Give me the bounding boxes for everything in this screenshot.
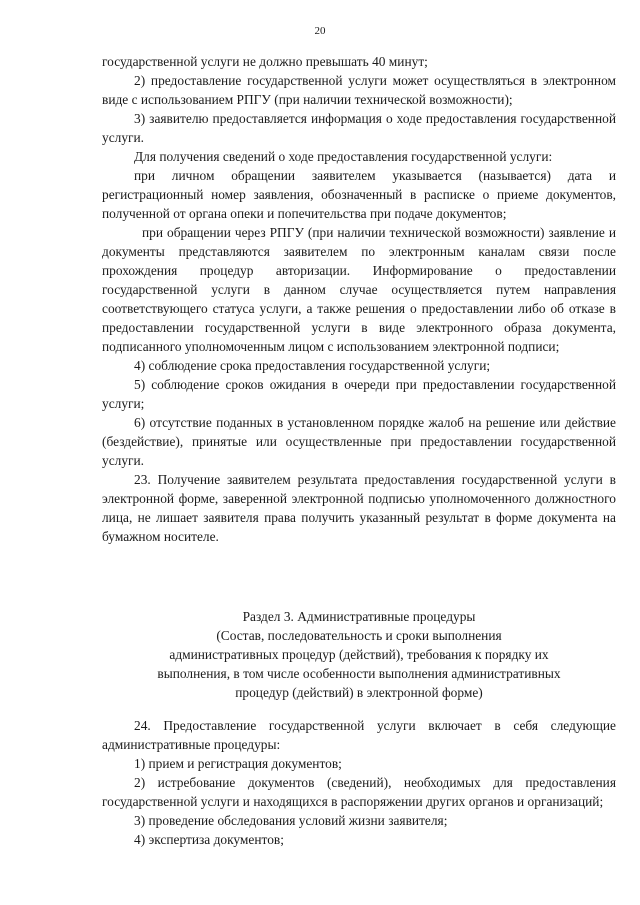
paragraph: 3) заявителю предоставляется информация о ходе предоставления государственной услуги. (102, 111, 616, 145)
section-subtitle-line: процедур (действий) в электронной форме) (235, 685, 483, 700)
list-item: 2) истребование документов (сведений), необходимых для предоставления государственной услуги и находящихся в распоряжении других органов и организаций; (102, 775, 616, 809)
body-text (102, 52, 616, 546)
paragraph: государственной услуги не должно превышать 40 минут; (102, 54, 428, 69)
section-subtitle-line: (Состав, последовательность и сроки выполнения (216, 628, 502, 643)
paragraph: 4) соблюдение срока предоставления государственной услуги; (134, 358, 491, 373)
section-subtitle-line: административных процедур (действий), требования к порядку их (169, 647, 549, 662)
paragraph: при личном обращении заявителем указывается (называется) дата и регистрационный номер заявления, обозначенный в расписке о приеме документов, полученной от органа опеки и попечительства при подаче документов; (102, 168, 616, 221)
paragraph: Для получения сведений о ходе предоставления государственной услуги: (134, 149, 553, 164)
list-item: 1) прием и регистрация документов; (134, 756, 342, 771)
section-subtitle-line: выполнения, в том числе особенности выполнения административных (157, 666, 561, 681)
paragraph: при обращении через РПГУ (при наличии технической возможности) заявление и документы представляются заявителем по электронным каналам связи после прохождения процедур авторизации. Информирование о предоставлении государственной услуги в данном случае осуществляется путем направления соответствующего статуса услуги, а также решения о предоставлении либо об отказе в предоставлении государственной услуги в виде электронного образа документа, подписанного уполномоченным лицом с использованием электронной подписи; (102, 225, 616, 354)
list-item: 4) экспертиза документов; (134, 832, 284, 847)
paragraph: 23. Получение заявителем результата предоставления государственной услуги в электронной форме, заверенной электронной подписью уполномоченного должностного лица, не лишает заявителя права получить указанный результат в форме документа на бумажном носителе. (102, 472, 616, 544)
paragraph: 6) отсутствие поданных в установленном порядке жалоб на решение или действие (бездействие), принятые или осуществленные при предоставлении государственной услуги. (102, 415, 616, 468)
page-number: 20 (314, 25, 326, 37)
paragraph: 5) соблюдение сроков ожидания в очереди при предоставлении государственной услуги; (102, 377, 616, 411)
section-heading (102, 607, 616, 702)
paragraph: 24. Предоставление государственной услуги включает в себя следующие административные процедуры: (102, 718, 616, 752)
procedures-list (102, 716, 616, 849)
list-item: 3) проведение обследования условий жизни заявителя; (134, 813, 448, 828)
section-title: Раздел 3. Административные процедуры (242, 609, 476, 624)
paragraph: 2) предоставление государственной услуги может осуществляться в электронном виде с использованием РПГУ (при наличии технической возможности); (102, 73, 616, 107)
